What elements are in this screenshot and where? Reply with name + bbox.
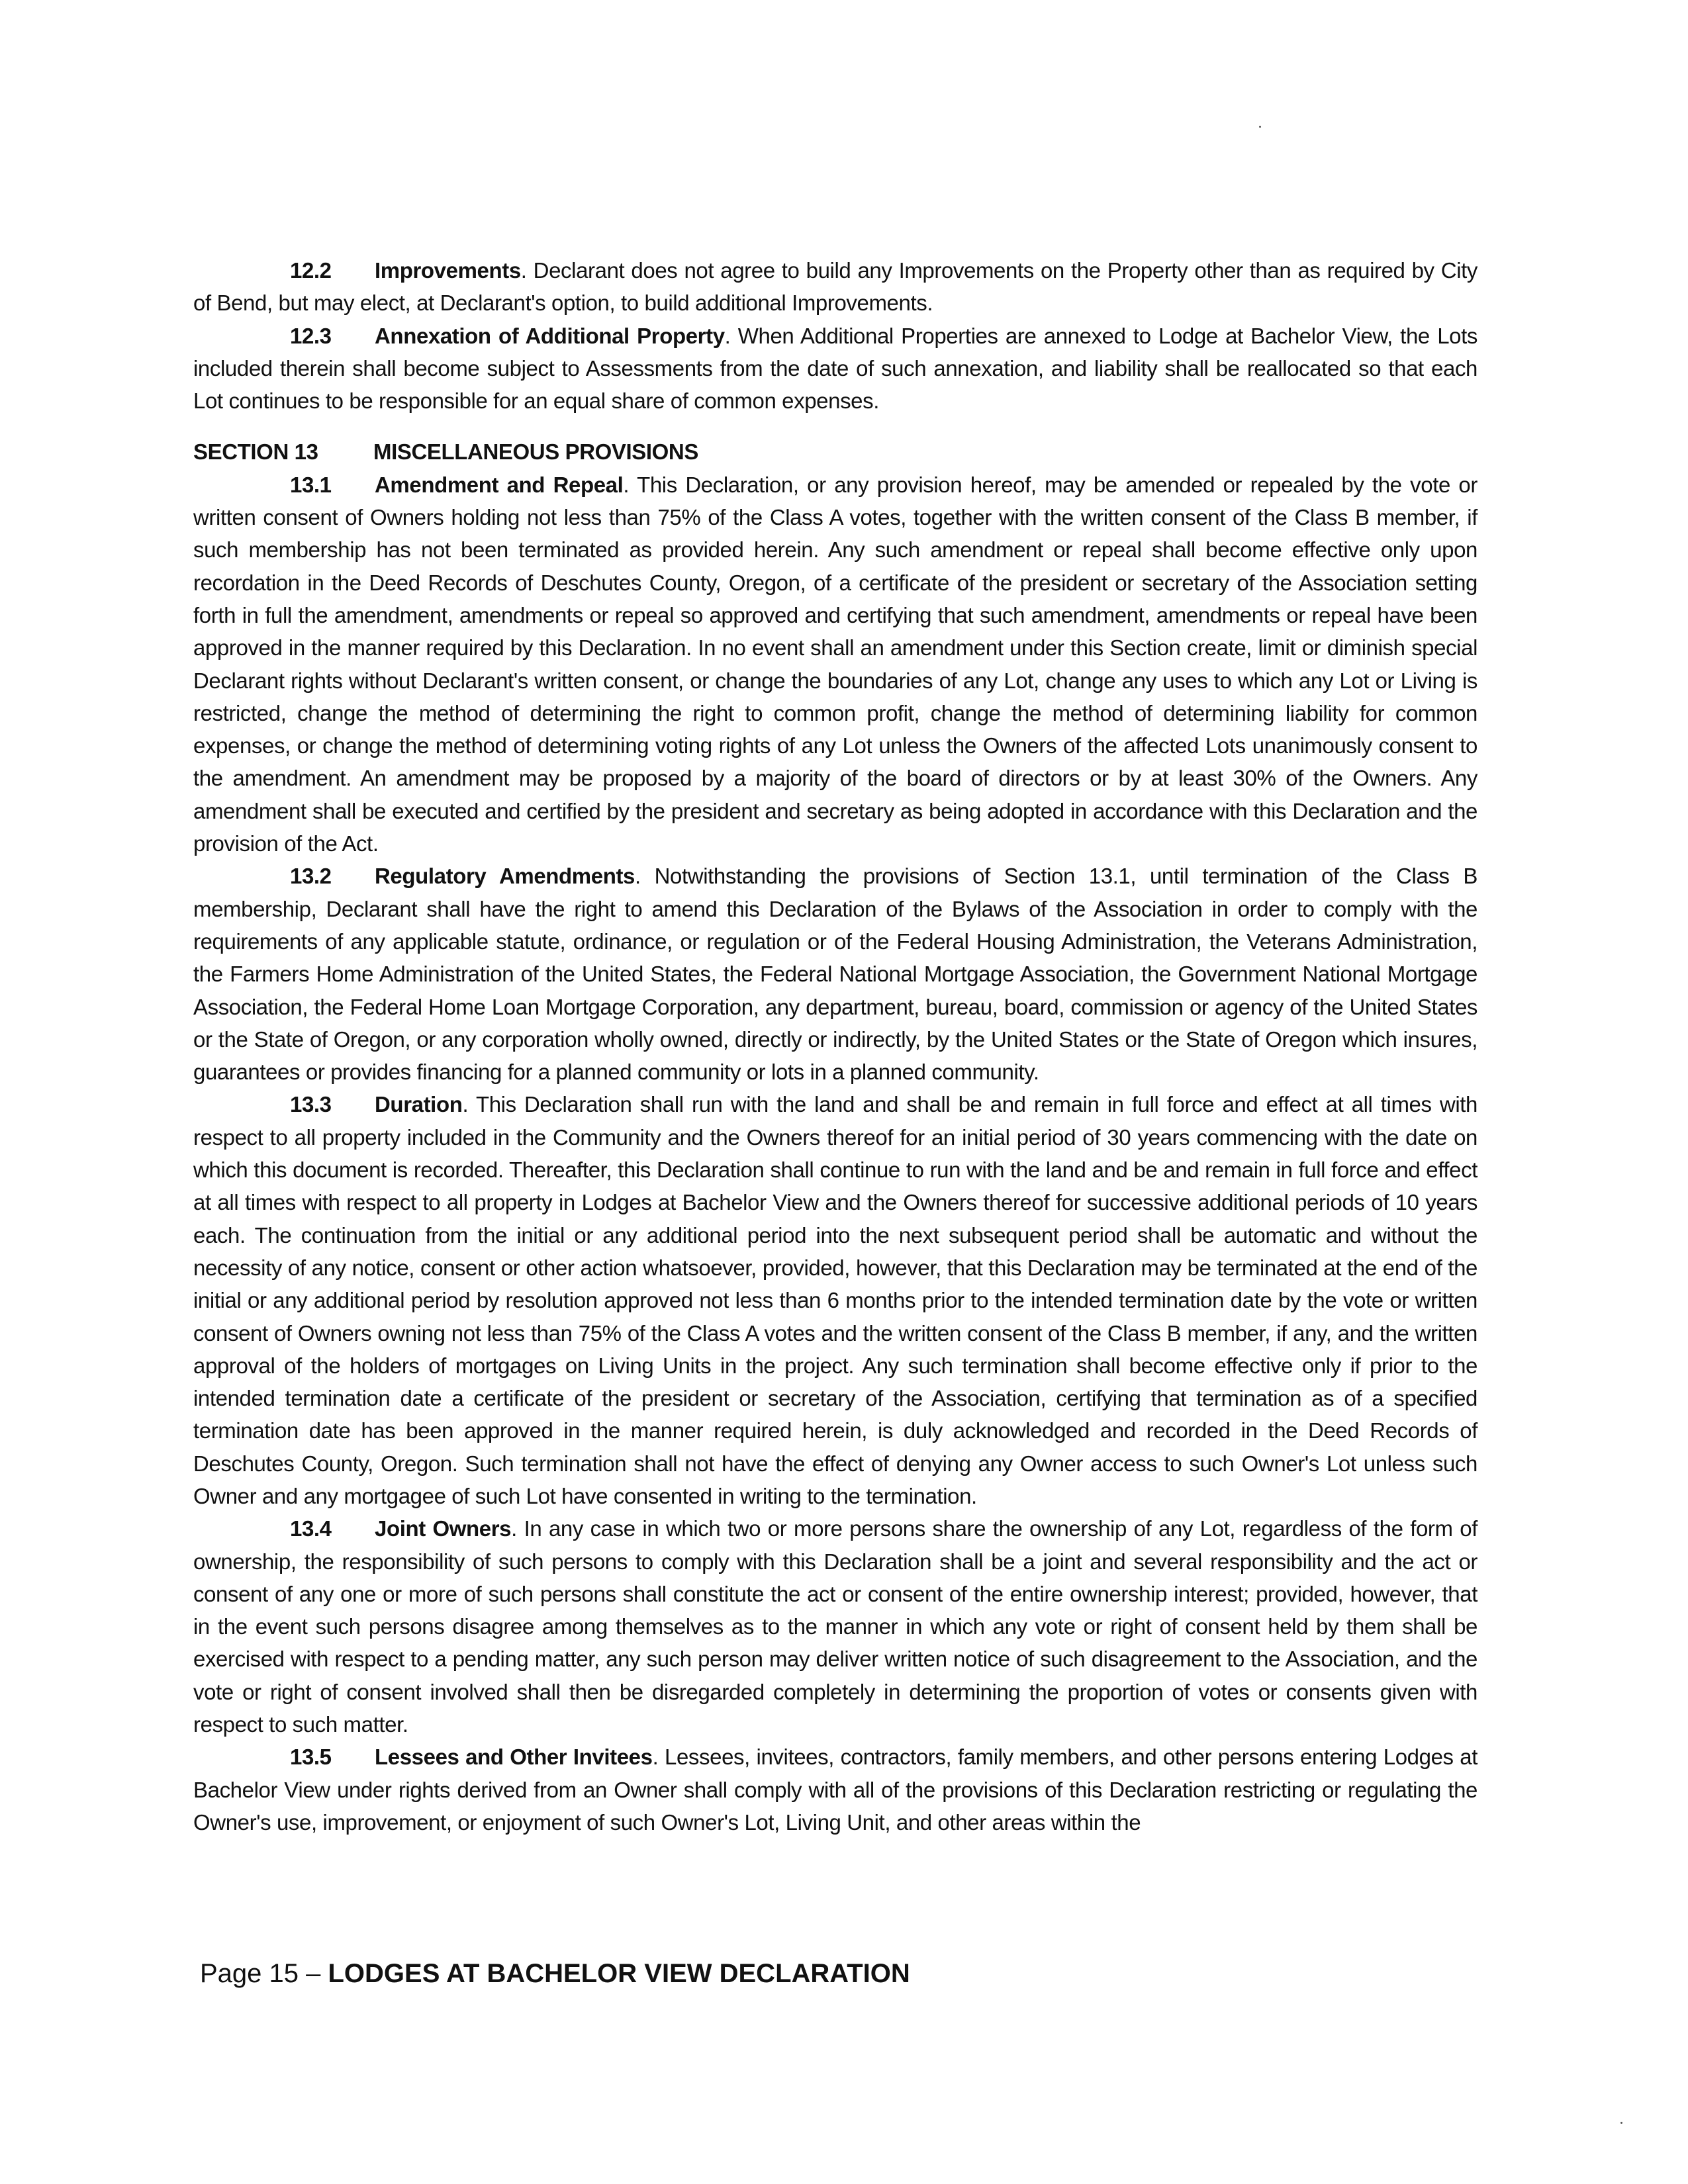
section-number: 13.1 xyxy=(290,472,332,497)
section-13-heading xyxy=(193,435,1477,468)
paragraph-heading: Duration xyxy=(375,1092,463,1117)
footer-document-title: LODGES AT BACHELOR VIEW DECLARATION xyxy=(328,1959,910,1988)
scan-speck xyxy=(1259,126,1261,128)
section-number: 12.2 xyxy=(290,258,332,283)
paragraph-13-5 xyxy=(193,1741,1477,1839)
section-number: 13.2 xyxy=(290,864,332,889)
page-footer xyxy=(200,1955,910,1992)
section-number: 13.4 xyxy=(290,1516,332,1541)
paragraph-text: . This Declaration, or any provision hereof, may be amended or repealed by the vote or written consent of Owners holding not less than 75% of the Class A votes, together with the written consent of the Class B member, if such membership has not been terminated as provided herein. Any such amendment or repeal shall become effective only upon recordation in the Deed Records of Deschutes County, Oregon, of a certificate of the president or secretary of the Association setting forth in full the amendment, amendments or repeal so approved and certifying that such amendment, amendments or repeal have been approved in the manner required by this Declaration. In no event shall an amendment under this Section create, limit or diminish special Declarant rights without Declarant's written consent, or change the boundaries of any Lot, change any uses to which any Lot or Living is restricted, change the method of determining the right to common profit, change the method of determining liability for common expenses, or change the method of determining voting rights of any Lot unless the Owners of the affected Lots unanimously consent to the amendment. An amendment may be proposed by a majority of the board of directors or by at least 30% of the Owners. Any amendment shall be executed and certified by the president and secretary as being adopted in accordance with this Declaration and the provision of the Act. xyxy=(193,472,1477,856)
paragraph-text: . Lessees, invitees, contractors, family members, and other persons entering Lodges at Bachelor View under rights derived from an Owner shall comply with all of the provisions of this Declaration restricting or regulating the Owner's use, improvement, or enjoyment of such Owner's Lot, Living Unit, and other areas within the xyxy=(193,1745,1477,1835)
document-body xyxy=(193,254,1477,1839)
paragraph-heading: Joint Owners xyxy=(375,1516,512,1541)
section-number: 13.3 xyxy=(290,1092,332,1117)
paragraph-12-2 xyxy=(193,254,1477,320)
paragraph-12-3 xyxy=(193,320,1477,418)
paragraph-text: . Notwithstanding the provisions of Section 13.1, until termination of the Class B membership, Declarant shall have the right to amend this Declaration of the Bylaws of the Association in order to comply with the requirements of any applicable statute, ordinance, or regulation or of the Federal Housing Administration, the Veterans Administration, the Farmers Home Administration of the United States, the Federal National Mortgage Association, the Government National Mortgage Association, the Federal Home Loan Mortgage Corporation, any department, bureau, board, commission or agency of the United States or the State of Oregon, or any corporation wholly owned, directly or indirectly, by the United States or the State of Oregon which insures, guarantees or provides financing for a planned community or lots in a planned community. xyxy=(193,864,1478,1085)
paragraph-heading: Lessees and Other Invitees xyxy=(375,1745,653,1770)
paragraph-text: . This Declaration shall run with the land and shall be and remain in full force and effect at all times with respect to all property included in the Community and the Owners thereof for an initial period of 30 years commencing with the date on which this document is recorded. Thereafter, this Declaration shall continue to run with the land and be and remain in full force and effect at all times with respect to all property in Lodges at Bachelor View and the Owners thereof for successive additional periods of 10 years each. The continuation from the initial or any additional period into the next subsequent period shall be automatic and without the necessity of any notice, consent or other action whatsoever, provided, however, that this Declaration may be terminated at the end of the initial or any additional period by resolution approved not less than 6 months prior to the intended termination date by the vote or written consent of Owners owning not less than 75% of the Class A votes and the written consent of the Class B member, if any, and the written approval of the holders of mortgages on Living Units in the project. Any such termination shall become effective only if prior to the intended termination date a certificate of the president or secretary of the Association, certifying that termination as of a specified termination date has been approved in the manner required herein, is duly acknowledged and recorded in the Deed Records of Deschutes County, Oregon. Such termination shall not have the effect of denying any Owner access to such Owner's Lot unless such Owner and any mortgagee of such Lot have consented in writing to the termination. xyxy=(193,1092,1477,1508)
paragraph-13-2 xyxy=(193,860,1477,1088)
section-heading-number: SECTION 13 xyxy=(193,439,318,465)
footer-page-label: Page 15 – xyxy=(200,1959,328,1988)
paragraph-13-4 xyxy=(193,1512,1477,1741)
paragraph-heading: Improvements xyxy=(375,258,521,283)
paragraph-heading: Regulatory Amendments xyxy=(375,864,635,889)
paragraph-heading: Amendment and Repeal xyxy=(375,472,624,497)
paragraph-heading: Annexation of Additional Property xyxy=(375,323,725,348)
paragraph-text: . In any case in which two or more persons share the ownership of any Lot, regardless of the form of ownership, the responsibility of such persons to comply with this Declaration shall be a joint and several responsibility and the act or consent of any one or more of such persons shall constitute the act or consent of the entire ownership interest; provided, however, that in the event such persons disagree among themselves as to the manner in which any vote or right of consent held by them shall be exercised with respect to a pending matter, any such person may deliver written notice of such disagreement to the Association, and the vote or right of consent involved shall then be disregarded completely in determining the proportion of votes or consents given with respect to such matter. xyxy=(193,1516,1477,1737)
paragraph-text: . When Additional Properties are annexed to Lodge at Bachelor View, the Lots included therein shall become subject to Assessments from the date of such annexation, and liability shall be reallocated so that each Lot continues to be responsible for an equal share of common expenses. xyxy=(193,323,1477,414)
paragraph-13-1 xyxy=(193,469,1477,860)
scan-speck xyxy=(1620,2122,1622,2124)
section-heading-title: MISCELLANEOUS PROVISIONS xyxy=(373,439,698,465)
section-number: 12.3 xyxy=(290,323,332,348)
paragraph-13-3 xyxy=(193,1088,1477,1512)
paragraph-text: . Declarant does not agree to build any Improvements on the Property other than as required by City of Bend, but may elect, at Declarant's option, to build additional Improvements. xyxy=(193,258,1477,316)
section-number: 13.5 xyxy=(290,1745,332,1770)
